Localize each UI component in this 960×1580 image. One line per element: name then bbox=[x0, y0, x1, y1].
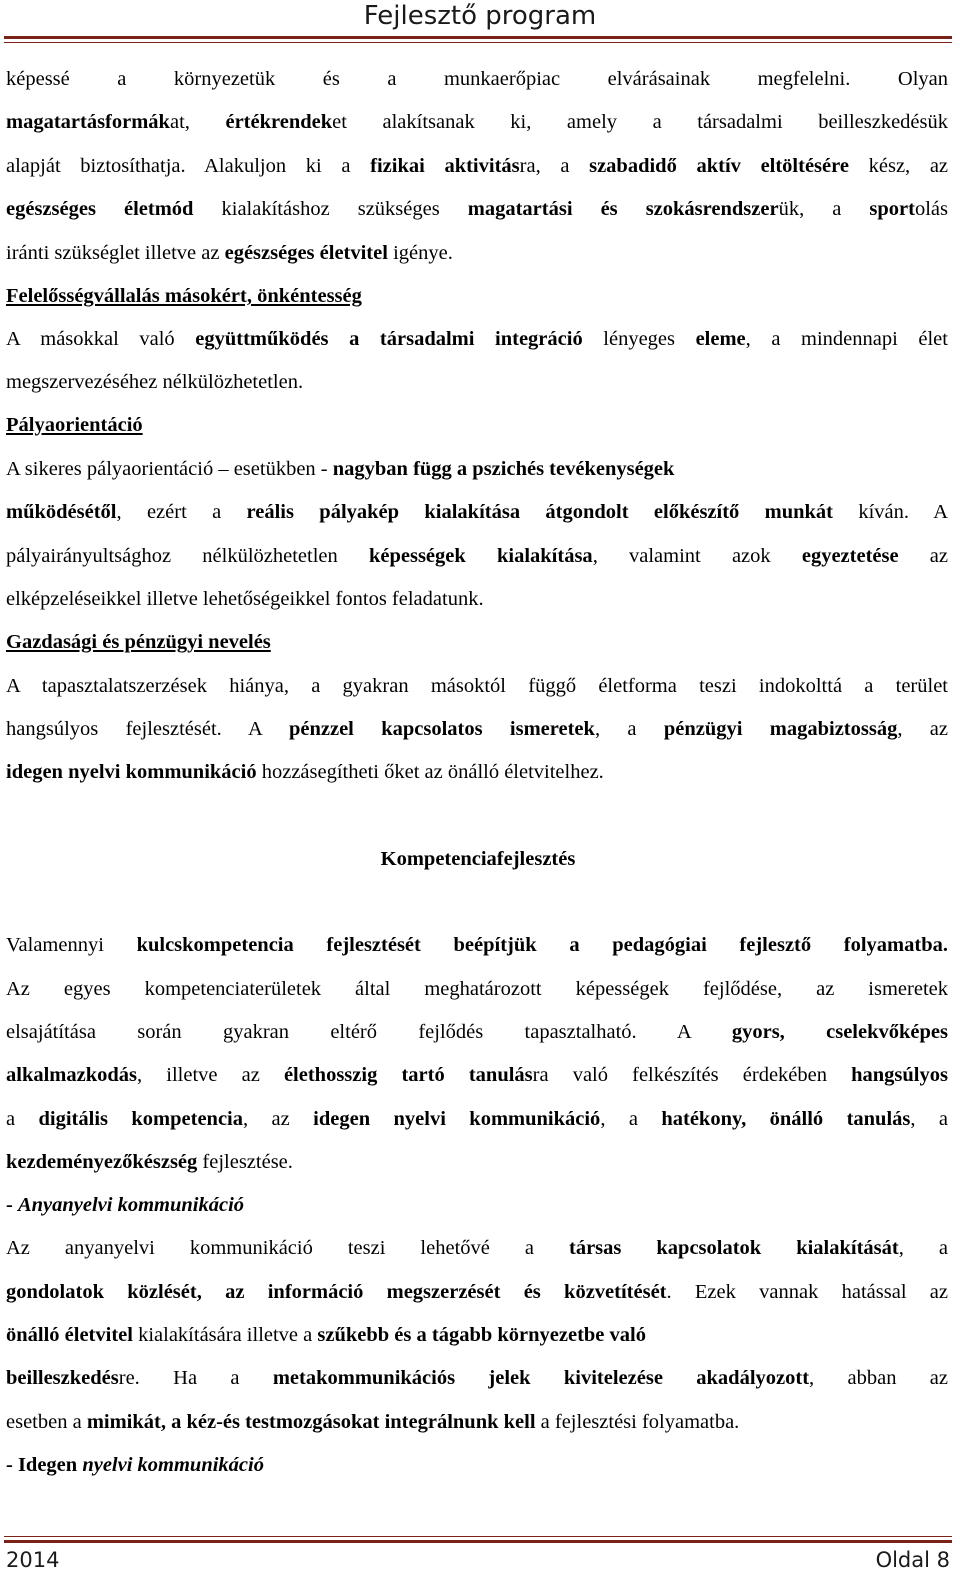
text-span: elsajátítása során gyakran eltérő fejlődés tapasztalható. A bbox=[6, 1021, 732, 1043]
text-span: A sikeres pályaorientáció – esetükben - bbox=[6, 458, 333, 480]
section-heading bbox=[6, 627, 271, 657]
text-line bbox=[6, 64, 948, 94]
text-span: ra, a bbox=[519, 155, 590, 177]
bold-text: mimikát, a kéz-és testmozgásokat integrálnunk kell bbox=[86, 1411, 536, 1433]
bold-text: magatartásformák bbox=[6, 111, 170, 133]
text-line bbox=[6, 1104, 948, 1134]
text-span: kíván. A bbox=[832, 501, 948, 523]
text-line bbox=[6, 497, 948, 527]
section-heading bbox=[6, 410, 143, 440]
text-span: fejlesztése. bbox=[197, 1151, 293, 1173]
text-line bbox=[6, 1190, 244, 1220]
text-span: pályairányultsághoz nélkülözhetetlen bbox=[6, 545, 369, 567]
bold-text: eleme bbox=[695, 328, 746, 350]
bold-text: reális pályakép kialakítása átgondolt előkészítő munkát bbox=[246, 501, 833, 523]
text-span: a bbox=[6, 1108, 39, 1130]
text-span: , a bbox=[910, 1108, 949, 1130]
text-line bbox=[6, 194, 948, 224]
text-line bbox=[6, 1320, 646, 1350]
text-span: , az bbox=[243, 1108, 314, 1130]
text-line bbox=[6, 1277, 948, 1307]
text-span: kész, az bbox=[848, 155, 949, 177]
footer-rule-thin bbox=[4, 1536, 952, 1537]
bold-text: társas kapcsolatok kialakítását bbox=[569, 1237, 899, 1259]
bold-text: magatartási és szokásrendszer bbox=[467, 198, 779, 220]
text-line bbox=[6, 1017, 948, 1047]
bold-text: gyors, cselekvőképes bbox=[731, 1021, 948, 1043]
bold-text: - Idegen bbox=[6, 1454, 83, 1476]
text-span: A tapasztalatszerzések hiánya, a gyakran másoktól függő életforma teszi indokolttá a terület bbox=[6, 675, 948, 697]
bold-text: önálló életvitel bbox=[6, 1324, 133, 1346]
bold-text: életmód bbox=[124, 198, 194, 220]
bold-text: szűkebb és a tágabb környezetbe való bbox=[317, 1324, 646, 1346]
bold-text: alkalmazkodás bbox=[6, 1064, 137, 1086]
text-line bbox=[6, 671, 948, 701]
text-line bbox=[6, 1147, 293, 1177]
bold-text: Felelősségvállalás másokért, önkéntesség bbox=[6, 285, 362, 307]
text-line bbox=[6, 107, 948, 137]
text-line bbox=[6, 1407, 739, 1437]
text-span: a fejlesztési folyamatba. bbox=[535, 1411, 740, 1433]
bold-text: beilleszkedés bbox=[6, 1367, 119, 1389]
text-span: iránti szükséglet illetve az bbox=[6, 242, 225, 264]
bold-text: fizikai aktivitás bbox=[370, 155, 520, 177]
bold-text: nyelvi kommunikáció bbox=[82, 1454, 264, 1476]
text-line bbox=[6, 1060, 948, 1090]
text-span: , a bbox=[898, 1237, 948, 1259]
text-span: elképzeléseikkel illetve lehetőségeikkel fontos feladatunk. bbox=[6, 588, 484, 610]
footer-page-number: Oldal 8 bbox=[875, 1548, 950, 1572]
text-span: , az bbox=[897, 718, 949, 740]
bold-text: hatékony, önálló tanulás bbox=[661, 1108, 911, 1130]
footer-rule bbox=[4, 1540, 952, 1543]
bold-text: képességek kialakítása bbox=[368, 545, 593, 567]
text-span: kialakítására illetve a bbox=[132, 1324, 318, 1346]
bold-text: élethosszig tartó tanulás bbox=[283, 1064, 533, 1086]
footer-year: 2014 bbox=[6, 1548, 60, 1572]
text-line bbox=[6, 454, 674, 484]
text-line bbox=[6, 757, 604, 787]
text-line bbox=[6, 1233, 948, 1263]
text-span: megszervezéséhez nélkülözhetetlen. bbox=[6, 371, 304, 393]
text-span bbox=[96, 198, 124, 220]
bold-text: digitális kompetencia bbox=[38, 1108, 244, 1130]
bold-text: idegen nyelvi kommunikáció bbox=[6, 761, 257, 783]
text-span: képessé a környezetük és a munkaerőpiac elvárásainak megfelelni. Olyan bbox=[6, 68, 948, 90]
text-line bbox=[6, 974, 948, 1004]
text-span: olás bbox=[914, 198, 949, 220]
text-span: , abban az bbox=[809, 1367, 948, 1389]
bold-text: egészséges életvitel bbox=[224, 242, 388, 264]
text-span: , a bbox=[594, 718, 664, 740]
text-span: hangsúlyos fejlesztését. A bbox=[6, 718, 289, 740]
bold-text: egészséges bbox=[6, 198, 96, 220]
text-span: . Ezek vannak hatással az bbox=[666, 1281, 948, 1303]
text-line bbox=[6, 1450, 264, 1480]
bold-text: Gazdasági és pénzügyi nevelés bbox=[6, 631, 271, 653]
bold-text: hangsúlyos bbox=[851, 1064, 948, 1086]
text-span: ük, a bbox=[778, 198, 870, 220]
bold-text: értékrendek bbox=[225, 111, 333, 133]
text-span: lényeges bbox=[582, 328, 696, 350]
bold-text: működésétől bbox=[6, 501, 117, 523]
text-line bbox=[6, 324, 948, 354]
text-span: kialakításhoz szükséges bbox=[193, 198, 468, 220]
text-span: ra való felkészítés érdekében bbox=[532, 1064, 852, 1086]
text-line bbox=[6, 930, 948, 960]
text-span: at, bbox=[169, 111, 226, 133]
text-span: , a mindennapi élet bbox=[745, 328, 948, 350]
text-span: Az anyanyelvi kommunikáció teszi lehetővé a bbox=[6, 1237, 569, 1259]
bold-text: pénzügyi magabiztosság bbox=[663, 718, 898, 740]
text-line bbox=[6, 238, 453, 268]
text-line bbox=[6, 541, 948, 571]
text-line bbox=[6, 151, 948, 181]
text-line bbox=[6, 584, 484, 614]
text-span: , illetve az bbox=[137, 1064, 284, 1086]
header-rule-thin bbox=[4, 42, 952, 43]
header-rule bbox=[4, 36, 952, 39]
text-span: Az egyes kompetenciaterületek által meghatározott képességek fejlődése, az ismeretek bbox=[6, 978, 948, 1000]
bold-text: Kompetenciafejlesztés bbox=[380, 848, 576, 870]
text-span: az bbox=[898, 545, 948, 567]
text-span: alapját biztosíthatja. Alakuljon ki a bbox=[6, 155, 371, 177]
bold-text: idegen nyelvi kommunikáció bbox=[313, 1108, 601, 1130]
bold-text: Pályaorientáció bbox=[6, 414, 143, 436]
text-line bbox=[6, 714, 948, 744]
page-header-title: Fejlesztő program bbox=[363, 1, 597, 31]
bold-text: gondolatok közlését, az információ megszerzését és közvetítését bbox=[6, 1281, 667, 1303]
section-heading bbox=[6, 281, 362, 311]
text-span: , valamint azok bbox=[592, 545, 802, 567]
bold-text: Anyanyelvi kommunikáció bbox=[17, 1194, 245, 1216]
centered-heading bbox=[6, 844, 950, 874]
text-span: A másokkal való bbox=[6, 328, 196, 350]
bold-text: pénzzel kapcsolatos ismeretek bbox=[288, 718, 595, 740]
text-span: esetben a bbox=[6, 1411, 87, 1433]
bold-text: szabadidő aktív eltöltésére bbox=[589, 155, 849, 177]
bold-text: metakommunikációs jelek kivitelezése akadályozott bbox=[272, 1367, 810, 1389]
text-span: re. Ha a bbox=[118, 1367, 273, 1389]
bold-text: - bbox=[6, 1194, 18, 1216]
bold-text: nagyban függ a pszichés tevékenységek bbox=[332, 458, 675, 480]
bold-text: egyeztetése bbox=[801, 545, 899, 567]
text-span: et alakítsanak ki, amely a társadalmi beilleszkedésük bbox=[332, 111, 948, 133]
bold-text: kezdeményezőkészség bbox=[6, 1151, 198, 1173]
text-span: Valamennyi bbox=[6, 934, 137, 956]
bold-text: együttműködés a társadalmi integráció bbox=[195, 328, 583, 350]
bold-text: kulcskompetencia fejlesztését beépítjük a pedagógiai fejlesztő folyamatba. bbox=[136, 934, 948, 956]
text-line bbox=[6, 1363, 948, 1393]
text-line bbox=[6, 367, 303, 397]
text-span: hozzásegítheti őket az önálló életvitelhez. bbox=[256, 761, 604, 783]
text-span: igénye. bbox=[387, 242, 453, 264]
bold-text: sport bbox=[869, 198, 915, 220]
text-span: , a bbox=[600, 1108, 662, 1130]
text-span: , ezért a bbox=[116, 501, 247, 523]
